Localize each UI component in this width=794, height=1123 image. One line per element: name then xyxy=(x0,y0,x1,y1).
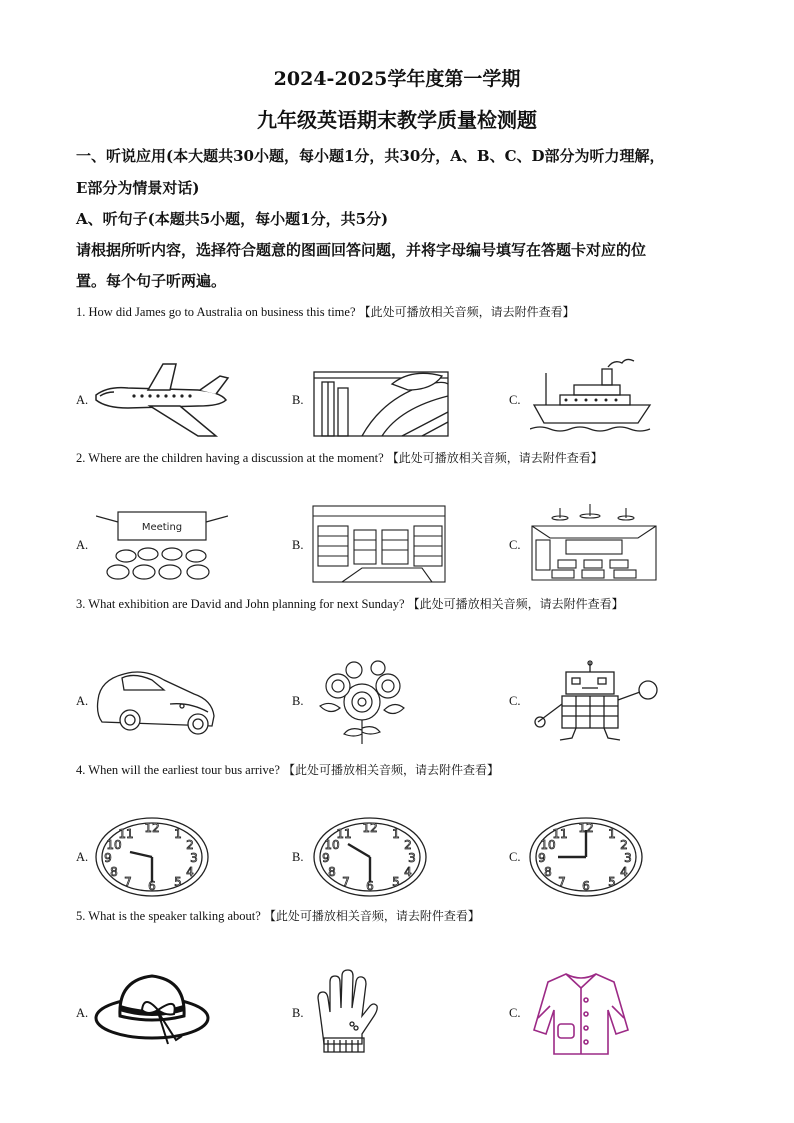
clock-icon xyxy=(312,816,428,898)
instruction-line-2: 置。每个句子听两遍。 xyxy=(76,272,227,290)
svg-text:10: 10 xyxy=(324,838,340,852)
question-1 xyxy=(76,303,575,320)
svg-text:12: 12 xyxy=(144,821,160,835)
option-label: C. xyxy=(509,1006,521,1020)
robot-icon xyxy=(528,660,664,742)
train-icon xyxy=(312,360,450,438)
svg-text:5: 5 xyxy=(174,875,182,889)
meeting-sign: Meeting xyxy=(141,522,183,533)
library-icon xyxy=(312,504,446,584)
svg-text:11: 11 xyxy=(552,827,568,841)
question-2 xyxy=(76,449,603,466)
meeting-room-icon xyxy=(96,506,228,584)
option-label: A. xyxy=(76,1006,89,1020)
svg-text:5: 5 xyxy=(392,875,400,889)
option-label: A. xyxy=(76,538,89,552)
page-subtitle: 九年级英语期末教学质量检测题 xyxy=(257,108,537,132)
question-3 xyxy=(76,595,624,612)
question-4 xyxy=(76,761,499,778)
svg-text:10: 10 xyxy=(106,838,122,852)
section-heading: 一、听说应用(本大题共30小题，每小题1分，共30分，A、B、C、D部分为听力理解， xyxy=(76,147,665,165)
question-text: 2. Where are the children having a discussion at the moment? xyxy=(76,451,384,465)
option-label: A. xyxy=(76,694,89,708)
svg-text:6: 6 xyxy=(582,879,590,893)
question-text: 5. What is the speaker talking about? xyxy=(76,909,261,923)
svg-text:3: 3 xyxy=(624,851,632,865)
question-text: 4. When will the earliest tour bus arrive? xyxy=(76,763,280,777)
audio-note[interactable]: 【此处可播放相关音频，请去附件查看】 xyxy=(283,763,500,777)
question-text: 3. What exhibition are David and John planning for next Sunday? xyxy=(76,597,405,611)
svg-text:2: 2 xyxy=(186,838,194,852)
svg-text:7: 7 xyxy=(342,875,350,889)
flower-icon xyxy=(310,656,414,746)
audio-note[interactable]: 【此处可播放相关音频，请去附件查看】 xyxy=(358,305,575,319)
option-label: C. xyxy=(509,393,521,407)
svg-text:4: 4 xyxy=(404,865,412,879)
svg-text:9: 9 xyxy=(538,851,546,865)
svg-text:1: 1 xyxy=(608,827,616,841)
svg-text:3: 3 xyxy=(190,851,198,865)
option-label: C. xyxy=(509,538,521,552)
clock-icon xyxy=(528,816,644,898)
classroom-icon xyxy=(530,502,658,582)
svg-text:6: 6 xyxy=(148,879,156,893)
airplane-icon xyxy=(88,360,233,440)
svg-text:11: 11 xyxy=(336,827,352,841)
coat-icon xyxy=(530,970,632,1058)
svg-text:8: 8 xyxy=(110,865,118,879)
option-label: C. xyxy=(509,694,521,708)
section-heading-cont: E部分为情景对话) xyxy=(76,179,200,197)
page-title: 2024-2025学年度第一学期 xyxy=(273,68,521,90)
audio-note[interactable]: 【此处可播放相关音频，请去附件查看】 xyxy=(407,597,624,611)
part-a-heading: A、听句子(本题共5小题，每小题1分，共5分) xyxy=(76,210,389,228)
svg-text:4: 4 xyxy=(620,865,628,879)
svg-text:12: 12 xyxy=(578,821,594,835)
instruction-line-1: 请根据所听内容，选择符合题意的图画回答问题，并将字母编号填写在答题卡对应的位 xyxy=(76,241,647,259)
question-5 xyxy=(76,907,480,924)
option-label: B. xyxy=(292,393,304,407)
option-label: B. xyxy=(292,538,304,552)
svg-text:9: 9 xyxy=(322,851,330,865)
svg-text:9: 9 xyxy=(104,851,112,865)
svg-text:11: 11 xyxy=(118,827,134,841)
option-label: B. xyxy=(292,850,304,864)
clock-icon xyxy=(94,816,210,898)
svg-text:6: 6 xyxy=(366,879,374,893)
svg-text:2: 2 xyxy=(620,838,628,852)
ship-icon xyxy=(530,357,655,437)
svg-text:4: 4 xyxy=(186,865,194,879)
svg-text:8: 8 xyxy=(328,865,336,879)
option-label: C. xyxy=(509,850,521,864)
audio-note[interactable]: 【此处可播放相关音频，请去附件查看】 xyxy=(386,451,603,465)
option-label: B. xyxy=(292,694,304,708)
hat-icon xyxy=(92,966,212,1046)
car-icon xyxy=(94,660,218,740)
question-text: 1. How did James go to Australia on business this time? xyxy=(76,305,356,319)
svg-text:3: 3 xyxy=(408,851,416,865)
svg-text:1: 1 xyxy=(392,827,400,841)
svg-text:1: 1 xyxy=(174,827,182,841)
svg-text:7: 7 xyxy=(558,875,566,889)
audio-note[interactable]: 【此处可播放相关音频，请去附件查看】 xyxy=(263,909,480,923)
svg-text:8: 8 xyxy=(544,865,552,879)
svg-text:12: 12 xyxy=(362,821,378,835)
svg-text:2: 2 xyxy=(404,838,412,852)
option-label: B. xyxy=(292,1006,304,1020)
gloves-icon xyxy=(314,968,380,1054)
svg-text:5: 5 xyxy=(608,875,616,889)
svg-text:7: 7 xyxy=(124,875,132,889)
option-label: A. xyxy=(76,393,89,407)
option-label: A. xyxy=(76,850,89,864)
svg-text:10: 10 xyxy=(540,838,556,852)
